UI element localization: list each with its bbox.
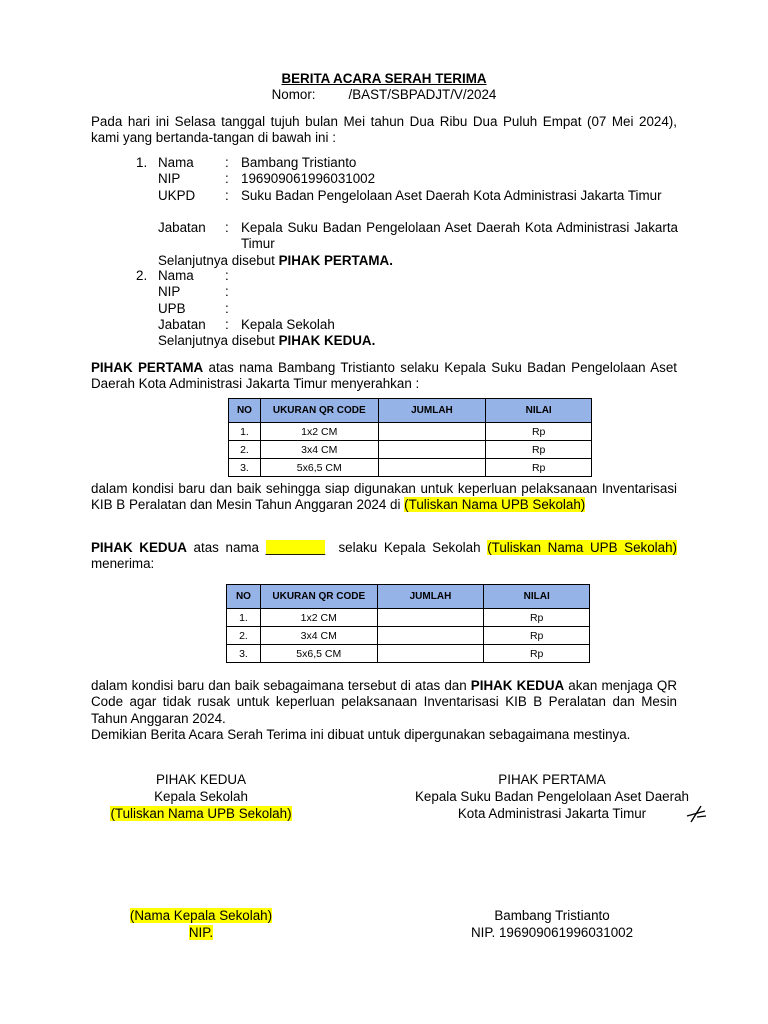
field-value: Kepala Suku Badan Pengelolaan Aset Daerah Kota Administrasi Jakarta Timur xyxy=(241,220,678,252)
party-two-number: 2. xyxy=(136,268,148,283)
party-one-designation xyxy=(91,253,681,269)
designation-text: Selanjutnya disebut xyxy=(158,252,279,268)
sig-right-name: Bambang Tristianto xyxy=(494,908,610,923)
party-two-name-row xyxy=(91,268,681,284)
party-one-name-row xyxy=(91,155,681,171)
party-one-number: 1. xyxy=(136,155,148,170)
sig-left-name-placeholder: (Nama Kepala Sekolah) xyxy=(129,908,273,923)
cell-jumlah xyxy=(378,459,486,477)
field-label: UPB xyxy=(158,300,186,316)
party-two-upb-row xyxy=(91,301,681,317)
document-title-block xyxy=(0,71,768,103)
cell-nilai: Rp xyxy=(486,459,592,477)
table-row xyxy=(229,423,592,441)
pihak-kedua-bold: PIHAK KEDUA xyxy=(91,540,187,555)
cell-size: 1x2 CM xyxy=(260,423,378,441)
cell-no: 2. xyxy=(229,441,261,459)
initial-mark-icon xyxy=(683,803,709,825)
cell-jumlah xyxy=(378,423,486,441)
party-one-ukpd-row xyxy=(91,188,681,221)
header-jumlah: JUMLAH xyxy=(377,585,484,609)
pihak-kedua-paragraph xyxy=(91,540,677,573)
cell-no: 2. xyxy=(227,627,261,645)
number-label: Nomor: xyxy=(271,87,316,102)
closing-paragraph: Demikian Berita Acara Serah Terima ini dibuat untuk dipergunakan sebagaimana mestinya. xyxy=(91,727,631,742)
header-no: NO xyxy=(227,585,261,609)
field-colon: : xyxy=(225,187,229,203)
field-label: NIP xyxy=(158,171,181,187)
pihak-kedua-text: atas nama xyxy=(186,540,266,555)
table-row xyxy=(229,459,592,477)
cell-nilai: Rp xyxy=(486,423,592,441)
condition-two-bold: PIHAK KEDUA xyxy=(470,678,565,693)
document-title: BERITA ACARA SERAH TERIMA xyxy=(281,71,487,86)
cell-no: 3. xyxy=(227,645,261,663)
name-blank-highlight: ________ xyxy=(265,540,326,555)
cell-nilai: Rp xyxy=(484,645,590,663)
designation-bold: PIHAK KEDUA. xyxy=(278,333,376,349)
pihak-kedua-text: selaku Kepala Sekolah xyxy=(325,540,488,555)
cell-jumlah xyxy=(378,441,486,459)
field-value: 196909061996031002 xyxy=(241,171,376,187)
upb-placeholder-highlight: (Tuliskan Nama UPB Sekolah) xyxy=(487,540,678,555)
field-colon: : xyxy=(225,300,229,316)
field-colon: : xyxy=(225,268,229,283)
header-ukuran: UKURAN QR CODE xyxy=(260,585,377,609)
field-colon: : xyxy=(225,171,229,187)
party-two-designation xyxy=(91,333,681,349)
upb-placeholder-highlight: (Tuliskan Nama UPB Sekolah) xyxy=(404,497,586,513)
cell-no: 1. xyxy=(229,423,261,441)
sig-left-role: Kepala Sekolah xyxy=(154,789,248,804)
sig-right-role: Kepala Suku Badan Pengelolaan Aset Daerah xyxy=(415,789,689,804)
sig-right-role: Kota Administrasi Jakarta Timur xyxy=(457,806,647,821)
table-row xyxy=(229,441,592,459)
condition-two-text: akan menjaga QR Code agar tidak rusak untuk keperluan pelaksanaan Inventarisasi KIB B Peralatan dan Mesin Tahun Anggaran 2024. xyxy=(91,678,677,726)
sig-left-upb-placeholder: (Tuliskan Nama UPB Sekolah) xyxy=(110,806,292,821)
field-colon: : xyxy=(225,220,229,236)
condition-two-paragraph xyxy=(91,678,677,727)
sig-left-nip: NIP. xyxy=(188,925,214,940)
cell-nilai: Rp xyxy=(484,627,590,645)
field-colon: : xyxy=(225,316,229,332)
pihak-kedua-text: menerima: xyxy=(91,556,155,572)
intro-paragraph: Pada hari ini Selasa tanggal tujuh bulan Mei tahun Dua Ribu Dua Puluh Empat (07 Mei 2024), kami yang bertanda-tangan di bawah ini : xyxy=(91,114,677,146)
sig-right-nip: NIP. 196909061996031002 xyxy=(470,925,634,940)
field-label: Nama xyxy=(158,155,194,170)
signature-left-block xyxy=(81,771,321,822)
header-jumlah: JUMLAH xyxy=(378,399,486,423)
field-label: NIP xyxy=(158,284,181,300)
cell-nilai: Rp xyxy=(484,609,590,627)
table-header-row xyxy=(229,399,592,423)
header-no: NO xyxy=(229,399,261,423)
field-colon: : xyxy=(225,284,229,300)
table-row xyxy=(227,627,590,645)
cell-jumlah xyxy=(377,627,484,645)
signature-right-name-block xyxy=(392,907,712,941)
cell-jumlah xyxy=(377,609,484,627)
cell-size: 3x4 CM xyxy=(260,627,377,645)
document-number xyxy=(0,87,768,103)
field-label: UKPD xyxy=(158,187,196,203)
field-label: Jabatan xyxy=(158,220,206,236)
header-nilai: NILAI xyxy=(484,585,590,609)
field-value: Suku Badan Pengelolaan Aset Daerah Kota Administrasi Jakarta Timur xyxy=(241,187,662,203)
party-two-jabatan-row xyxy=(91,317,681,333)
qr-table-handover xyxy=(228,398,592,477)
table-header-row xyxy=(227,585,590,609)
cell-size: 3x4 CM xyxy=(260,441,378,459)
pihak-pertama-bold: PIHAK PERTAMA xyxy=(91,360,204,375)
cell-no: 1. xyxy=(227,609,261,627)
table-row xyxy=(227,609,590,627)
designation-text: Selanjutnya disebut xyxy=(158,333,279,349)
field-label: Jabatan xyxy=(158,316,206,332)
party-one-jabatan-row xyxy=(91,220,681,253)
table-row xyxy=(227,645,590,663)
number-value: /BAST/SBPADJT/V/2024 xyxy=(348,87,497,102)
pihak-pertama-paragraph xyxy=(91,360,677,393)
cell-no: 3. xyxy=(229,459,261,477)
cell-nilai: Rp xyxy=(486,441,592,459)
party-two-nip-row xyxy=(91,284,681,300)
party-two-block xyxy=(91,268,681,349)
cell-size: 5x6,5 CM xyxy=(260,645,377,663)
pihak-pertama-text: atas nama Bambang Tristianto selaku Kepala Suku Badan Pengelolaan Aset Daerah Kota Administrasi Jakarta Timur menyerahkan : xyxy=(91,360,677,392)
field-label: Nama xyxy=(158,268,194,283)
field-value: Bambang Tristianto xyxy=(241,155,357,170)
signature-left-name-block xyxy=(81,907,321,941)
condition-one-text: dalam kondisi baru dan baik sehingga siap digunakan untuk keperluan pelaksanaan Inventarisasi KIB B Peralatan dan Mesin Tahun Anggaran 2024 di xyxy=(91,481,677,513)
qr-table-receipt xyxy=(226,584,590,663)
party-one-block xyxy=(91,155,681,269)
condition-one-paragraph xyxy=(91,481,677,514)
cell-size: 5x6,5 CM xyxy=(260,459,378,477)
field-value: Kepala Sekolah xyxy=(241,316,335,332)
signature-right-block xyxy=(392,771,712,822)
cell-jumlah xyxy=(377,645,484,663)
party-one-nip-row xyxy=(91,171,681,187)
header-nilai: NILAI xyxy=(486,399,592,423)
sig-left-title: PIHAK KEDUA xyxy=(155,772,247,787)
field-colon: : xyxy=(225,155,229,170)
designation-bold: PIHAK PERTAMA. xyxy=(278,252,393,268)
cell-size: 1x2 CM xyxy=(260,609,377,627)
sig-right-title: PIHAK PERTAMA xyxy=(498,772,606,787)
condition-two-text: dalam kondisi baru dan baik sebagaimana tersebut di atas dan xyxy=(91,678,471,693)
header-ukuran: UKURAN QR CODE xyxy=(260,399,378,423)
